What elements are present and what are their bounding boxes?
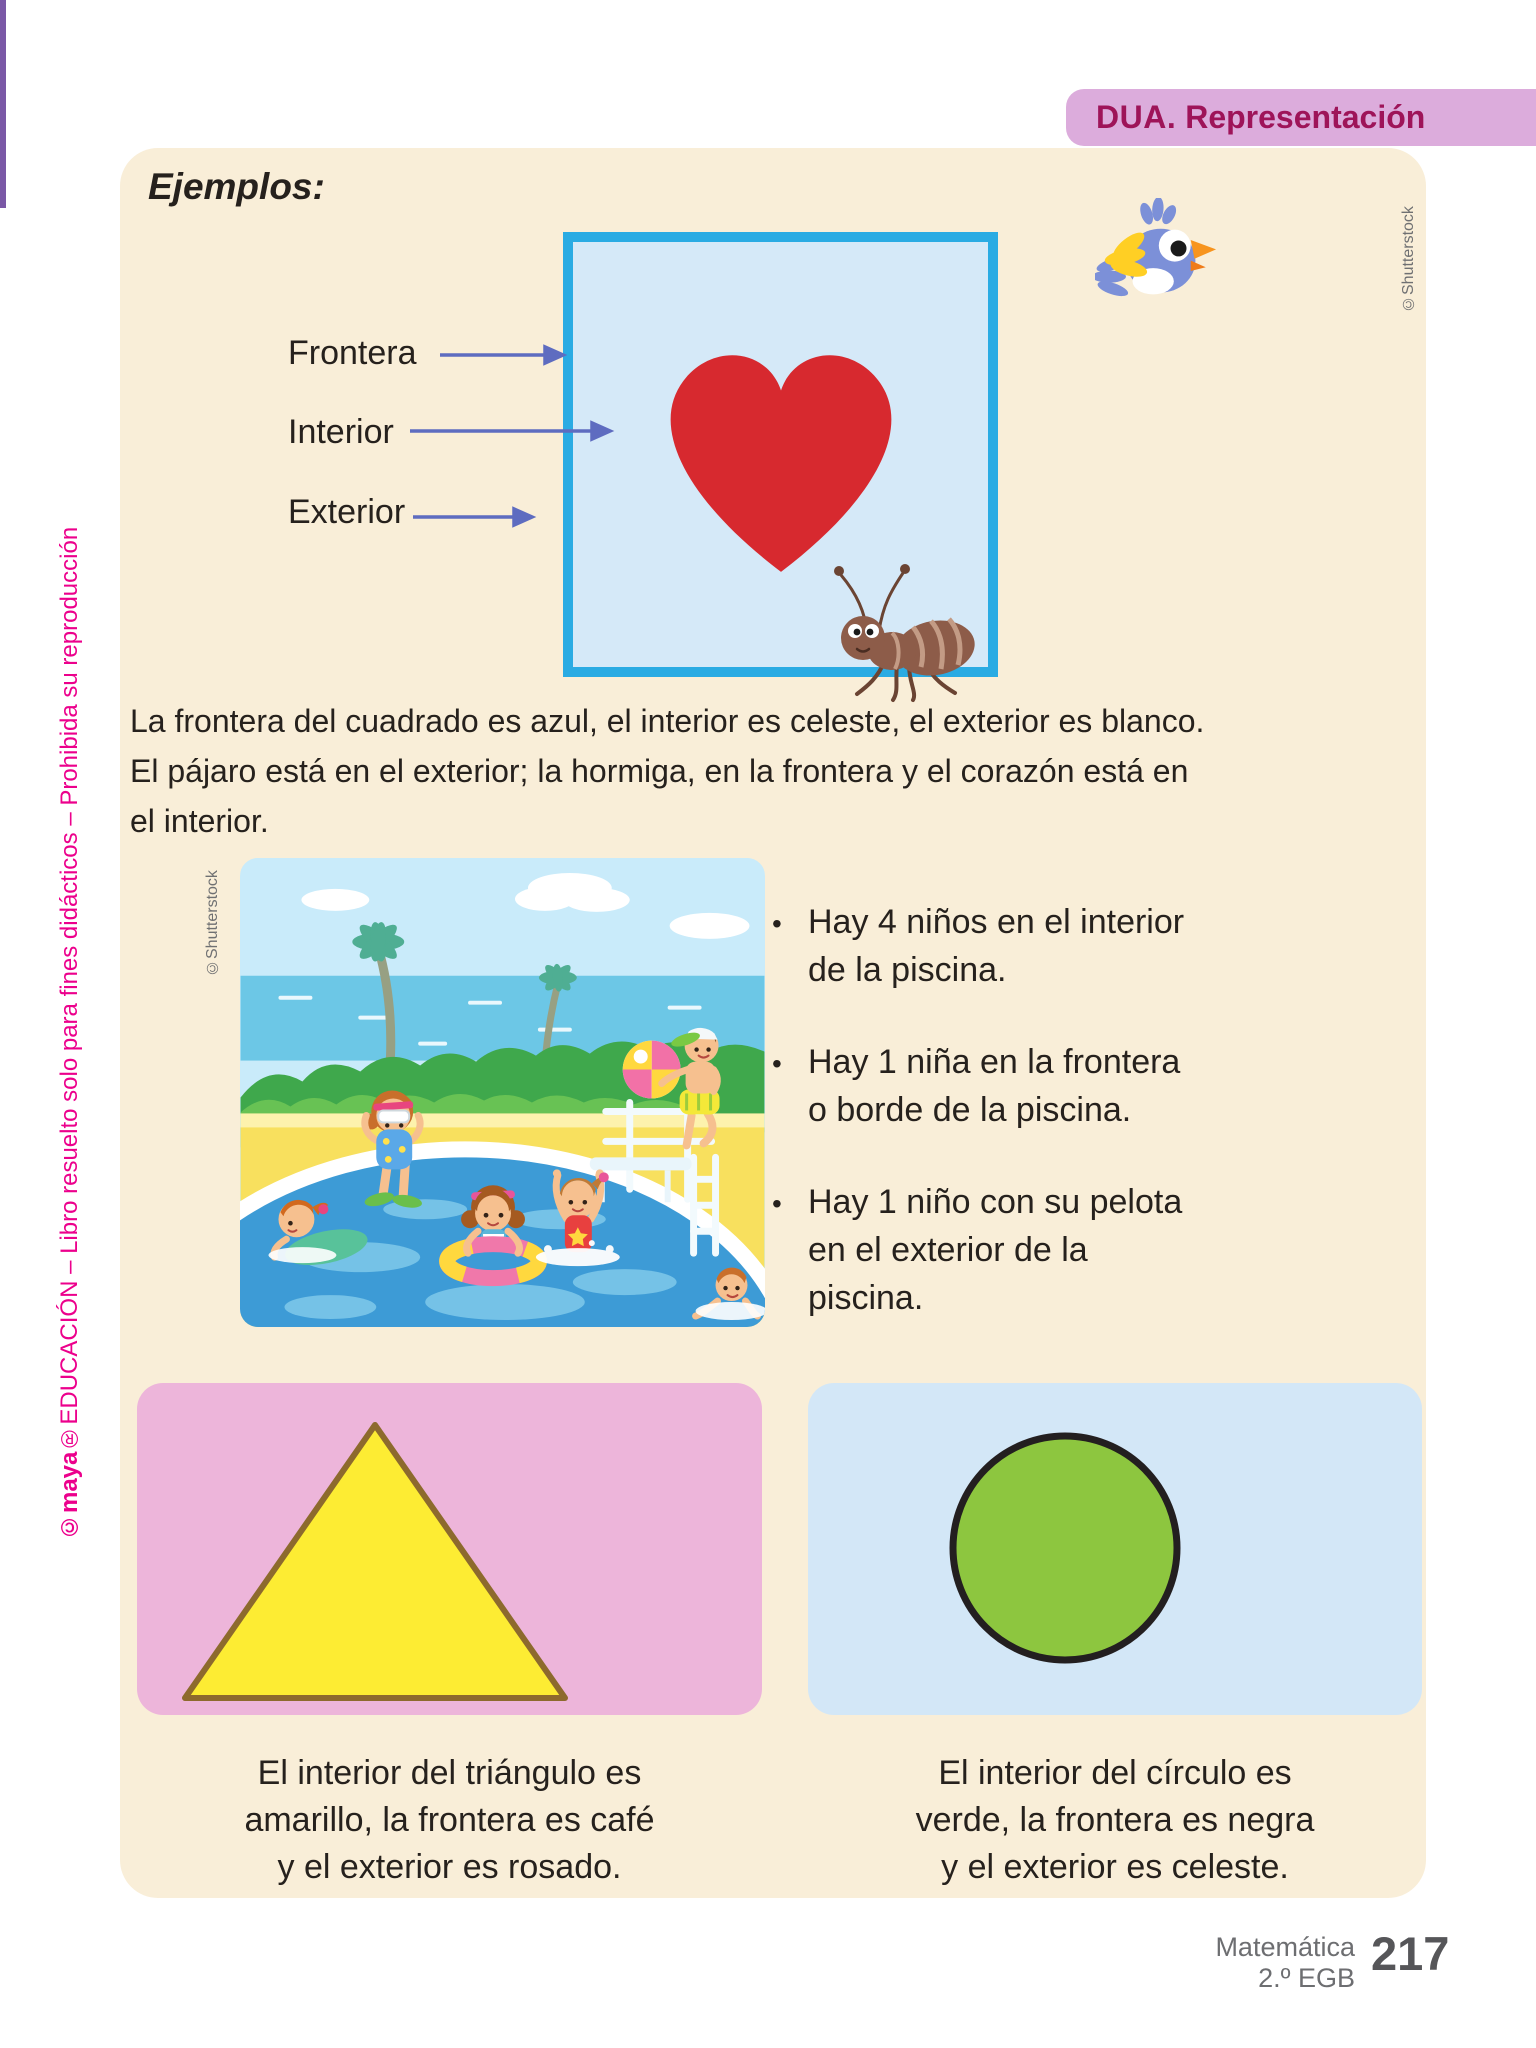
shutterstock-credit-diagram: ©Shutterstock xyxy=(1400,206,1417,312)
page-number: 217 xyxy=(1371,1927,1450,1980)
caption-line: amarillo, la frontera es café xyxy=(244,1801,655,1839)
bullet-dot: • xyxy=(772,908,782,939)
explanation-paragraph xyxy=(130,696,1430,846)
list-item xyxy=(772,898,1420,994)
footer-grade: 2.º EGB xyxy=(1258,1963,1355,1993)
label-interior: Interior xyxy=(288,413,394,451)
circle-shape xyxy=(808,1383,1422,1715)
caption-line: verde, la frontera es negra xyxy=(915,1801,1315,1839)
caption-line: y el exterior es rosado. xyxy=(277,1848,622,1886)
label-frontera: Frontera xyxy=(288,334,417,372)
caption-line: El interior del círculo es xyxy=(938,1754,1292,1792)
publisher-sidebar-text xyxy=(52,415,88,1540)
bullet-dot: • xyxy=(772,1188,782,1219)
bird-beak xyxy=(1191,240,1216,259)
bullet-line: Hay 1 niña en la frontera xyxy=(808,1043,1181,1081)
pool-scene xyxy=(240,858,765,1327)
dua-badge-prefix: DUA. xyxy=(1096,99,1177,135)
bullet-line: Hay 4 niños en el interior xyxy=(808,903,1185,941)
bullet-line: Hay 1 niño con su pelota xyxy=(808,1183,1183,1221)
page-footer xyxy=(1145,1927,1450,1994)
bullet-line: o borde de la piscina. xyxy=(808,1091,1132,1129)
dua-badge-label: Representación xyxy=(1185,99,1426,135)
triangle-shape xyxy=(137,1383,762,1715)
publisher-brand: ©maya xyxy=(56,1451,83,1540)
list-item xyxy=(772,1178,1420,1322)
heart-icon xyxy=(645,326,917,578)
circle-caption xyxy=(808,1750,1422,1891)
ant-head xyxy=(841,616,885,660)
observations-list xyxy=(772,898,1420,1366)
content-panel xyxy=(120,148,1426,1898)
label-exterior: Exterior xyxy=(288,493,406,531)
examples-heading: Ejemplos: xyxy=(148,166,325,207)
bullet-line: de la piscina. xyxy=(808,951,1007,989)
footer-subject: Matemática xyxy=(1215,1932,1355,1962)
bullet-dot: • xyxy=(772,1048,782,1079)
ant-icon xyxy=(807,553,977,703)
paragraph-line: El pájaro está en el exterior; la hormiga, en la frontera y el corazón está en xyxy=(130,753,1189,789)
triangle-caption xyxy=(137,1750,762,1891)
bullet-line: piscina. xyxy=(808,1279,924,1317)
list-item xyxy=(772,1038,1420,1134)
shutterstock-credit-pool: ©Shutterstock xyxy=(204,870,221,976)
paragraph-line: La frontera del cuadrado es azul, el interior es celeste, el exterior es blanco. xyxy=(130,703,1205,739)
circle-example-box xyxy=(808,1383,1422,1715)
pool-illustration xyxy=(240,858,765,1327)
paragraph-line: el interior. xyxy=(130,803,269,839)
beach-ball xyxy=(623,1041,681,1099)
page-edge-bar xyxy=(0,0,6,208)
bullet-line: en el exterior de la xyxy=(808,1231,1088,1269)
bird-icon xyxy=(1095,198,1217,312)
bird-crest xyxy=(1138,198,1179,226)
triangle-example-box xyxy=(137,1383,762,1715)
caption-line: El interior del triángulo es xyxy=(257,1754,642,1792)
dua-badge xyxy=(1066,89,1536,146)
publisher-notice: ®EDUCACIÓN – Libro resuelto solo para fines didácticos – Prohibida su reproducción xyxy=(56,526,83,1452)
caption-line: y el exterior es celeste. xyxy=(941,1848,1289,1886)
